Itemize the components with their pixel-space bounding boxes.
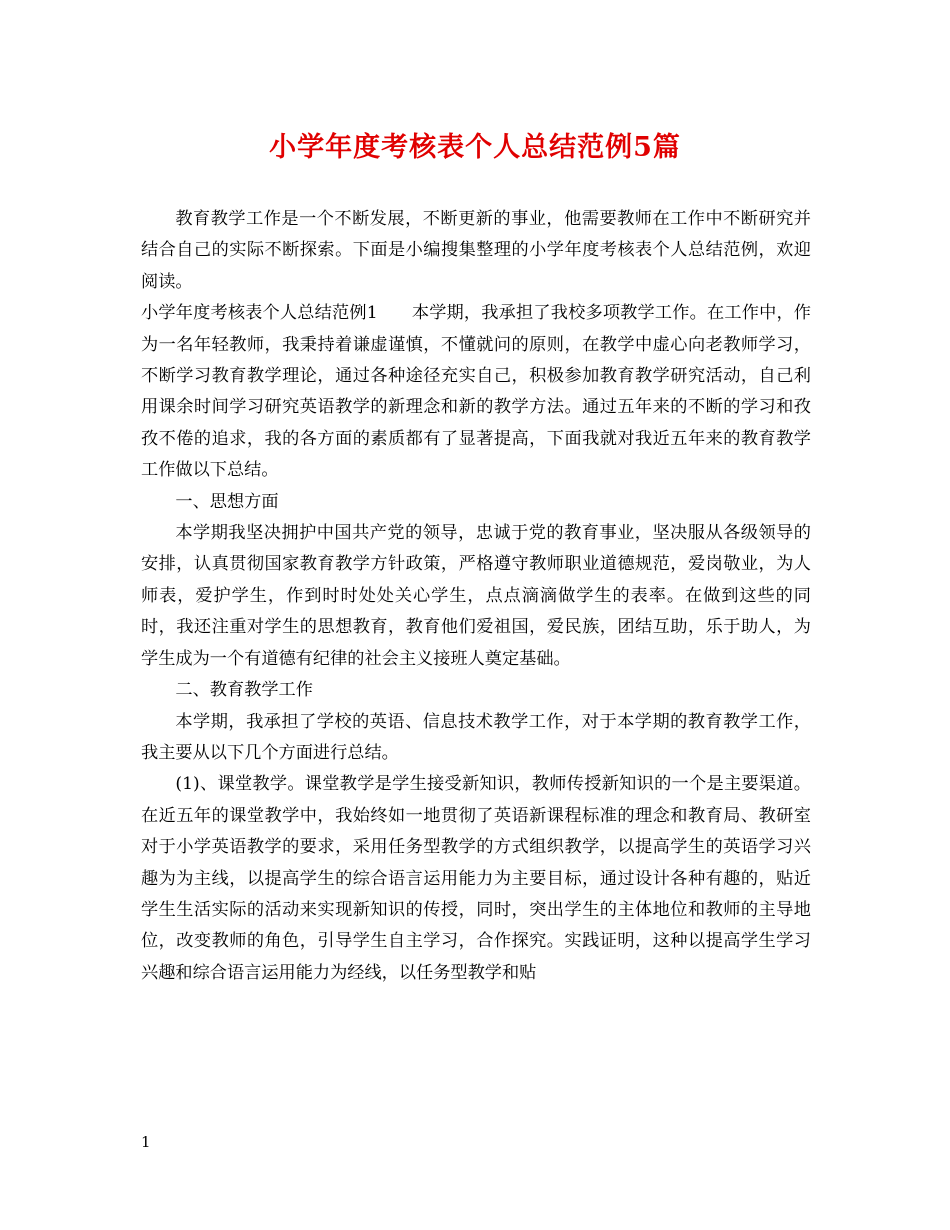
teaching-summary-paragraph: 本学期，我承担了学校的英语、信息技术教学工作，对于本学期的教育教学工作，我主要从以下几个方面进行总结。 xyxy=(141,711,811,763)
section-heading-teaching: 二、教育教学工作 xyxy=(175,680,313,701)
example-label: 小学年度考核表个人总结范例1 xyxy=(141,303,378,324)
page-number: 1 xyxy=(141,1133,151,1151)
intro-paragraph: 教育教学工作是一个不断发展，不断更新的事业，他需要教师在工作中不断研究并结合自己的实际不断探索。下面是小编搜集整理的小学年度考核表个人总结范例，欢迎阅读。 xyxy=(141,209,811,292)
ideology-paragraph: 本学期我坚决拥护中国共产党的领导，忠诚于党的教育事业，坚决服从各级领导的安排，认真贯彻国家教育教学方针政策，严格遵守教师职业道德规范，爱岗敬业，为人师表，爱护学生，作到时时处处关心学生，点点滴滴做学生的表率。在做到这些的同时，我还注重对学生的思想教育，教育他们爱祖国，爱民族，团结互助，乐于助人，为学生成为一个有道德有纪律的社会主义接班人奠定基础。 xyxy=(141,523,811,669)
example-text: 本学期，我承担了我校多项教学工作。在工作中，作为一名年轻教师，我秉持着谦虚谨慎，不懂就问的原则，在教学中虚心向老教师学习，不断学习教育教学理论，通过各种途径充实自己，积极参加教育教学研究活动，自己利用课余时间学习研究英语教学的新理念和新的教学方法。通过五年来的不断的学习和孜孜不倦的追求，我的各方面的素质都有了显著提高，下面我就对我近五年来的教育教学工作做以下总结。 xyxy=(141,303,811,481)
classroom-teaching-paragraph: (1)、课堂教学。课堂教学是学生接受新知识，教师传授新知识的一个是主要渠道。在近五年的课堂教学中，我始终如一地贯彻了英语新课程标准的理念和教育局、教研室对于小学英语教学的要求，采用任务型教学的方式组织教学，以提高学生的英语学习兴趣为为主线，以提高学生的综合语言运用能力为主要目标，通过设计各种有趣的，贴近学生生活实际的活动来实现新知识的传授，同时，突出学生的主体地位和教师的主导地位，改变教师的角色，引导学生自主学习，合作探究。实践证明，这种以提高学生学习兴趣和综合语言运用能力为经线，以任务型教学和贴 xyxy=(141,774,811,983)
document-body xyxy=(141,204,811,989)
section-heading-ideology: 一、思想方面 xyxy=(175,491,279,512)
example-paragraph xyxy=(141,298,811,486)
document-title: 小学年度考核表个人总结范例5篇 xyxy=(269,132,681,163)
